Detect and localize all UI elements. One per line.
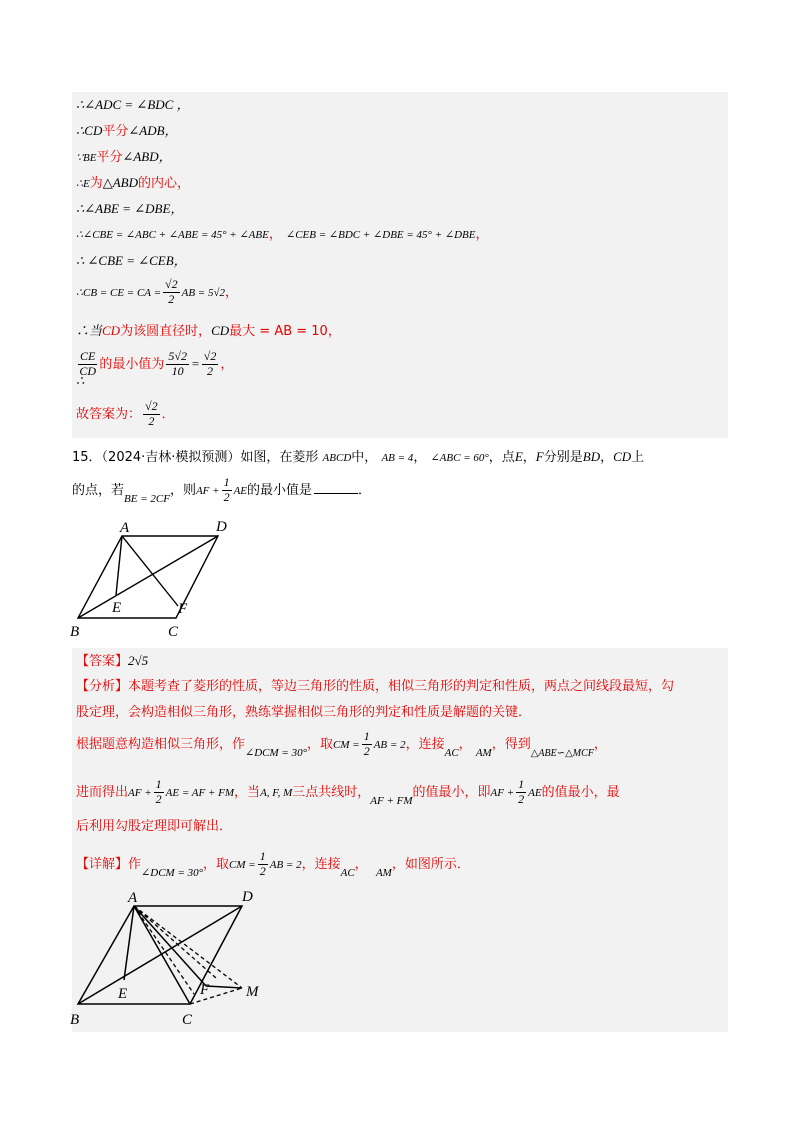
text: ，点	[488, 450, 515, 465]
label-d: D	[216, 519, 227, 535]
text: AB = 2	[269, 858, 302, 871]
fraction	[166, 350, 189, 379]
solution-line-7	[76, 254, 187, 267]
denominator: 2	[207, 363, 214, 378]
text: ，	[225, 284, 239, 300]
text: ∠DCM = 30°	[245, 746, 307, 759]
text: ∴∠ABE = ∠DBE，	[76, 201, 184, 216]
text: 分别是	[543, 450, 583, 465]
text: 根据题意构造相似三角形，作	[76, 736, 246, 752]
label-a: A	[128, 890, 138, 906]
text: ，	[600, 450, 614, 465]
text: AF +	[195, 484, 220, 497]
fraction	[516, 778, 526, 807]
text: ∴E	[76, 178, 90, 190]
label-e: E	[118, 986, 128, 1002]
text: AF +	[128, 786, 152, 799]
text: ．	[358, 482, 372, 498]
text: CD	[211, 323, 230, 338]
text: AE	[233, 484, 248, 497]
segment-ac	[134, 906, 190, 1004]
text: E	[514, 449, 523, 464]
text: 股定理，会构造相似三角形，熟练掌握相似三角形的判定和性质是解题的关键．	[76, 705, 532, 720]
fraction	[154, 778, 164, 807]
text: AF +	[490, 786, 515, 799]
text: ，得到	[491, 736, 531, 752]
text: 的值最小，最	[541, 784, 620, 800]
text: AE	[528, 786, 542, 799]
text: 平分	[96, 150, 123, 165]
numerator: 1	[518, 777, 525, 791]
label-e: E	[112, 600, 122, 616]
label-a: A	[120, 520, 130, 536]
text: ，	[593, 736, 607, 752]
dashed-am	[134, 906, 242, 988]
text: ，	[268, 227, 282, 242]
fraction	[163, 278, 180, 307]
text: CM =	[333, 738, 360, 751]
text: ，取	[203, 856, 230, 872]
numerator: √2	[145, 399, 158, 413]
text: ∴ ∠CBE = ∠CEB，	[76, 253, 187, 268]
solution-line-1	[76, 98, 190, 111]
text: AB = 2	[373, 738, 406, 751]
denominator: CD	[79, 363, 96, 378]
label-f: F	[200, 982, 210, 998]
text: ∴CB = CE = CA =	[76, 286, 161, 299]
denominator: 2	[518, 791, 525, 806]
solution-line-2	[76, 124, 178, 138]
text: 的点，若	[72, 482, 125, 498]
denominator: 2	[223, 489, 230, 504]
text: ∴∠ADC = ∠BDC ，	[76, 97, 190, 112]
text: ∴CD	[76, 123, 103, 138]
question-line-1	[72, 446, 644, 465]
text: 的最小值是	[247, 482, 313, 498]
text: ，	[413, 450, 427, 465]
numerator: 1	[223, 475, 230, 489]
text: ∴	[76, 373, 85, 388]
solution-line-3	[76, 150, 172, 164]
text: AM	[375, 866, 392, 879]
text: 的内心，	[138, 176, 191, 191]
label-b: B	[70, 624, 80, 640]
text: 三点共线时，	[292, 784, 371, 800]
analysis-line-1	[76, 680, 674, 693]
analysis-line-3	[76, 730, 607, 759]
text: ∴∠CBE = ∠ABC + ∠ABE = 45° + ∠ABE	[76, 229, 269, 241]
text: AB = 5√2	[181, 286, 225, 299]
text: CD	[613, 449, 632, 464]
label-d: D	[242, 889, 253, 905]
label-f: F	[178, 601, 188, 617]
solution-line-10-therefore	[76, 374, 84, 387]
question-line-2	[72, 476, 371, 505]
text: ，取	[307, 736, 334, 752]
answer-line	[76, 654, 148, 668]
text: =	[190, 355, 200, 371]
answer-blank[interactable]	[314, 493, 358, 494]
fraction	[202, 350, 219, 379]
numerator: 1	[155, 777, 162, 791]
analysis-line-2	[76, 706, 531, 719]
numerator: √2	[203, 349, 217, 363]
text: ，	[522, 450, 536, 465]
text: AM	[475, 746, 492, 759]
numerator: 1	[363, 729, 370, 743]
label-c: C	[182, 1012, 193, 1028]
segment-af	[122, 536, 178, 606]
text: 2√5	[128, 653, 149, 668]
denominator: 2	[259, 863, 266, 878]
text: 上	[631, 450, 645, 465]
detail-line	[76, 850, 470, 879]
text: 【分析】	[76, 679, 129, 694]
text: A, F, M	[260, 786, 293, 799]
text: 本题考查了菱形的性质，等边三角形的性质，相似三角形的判定和性质，两点之间线段最短，勾	[128, 679, 675, 694]
solution-line-9	[76, 324, 341, 338]
text: 故答案为：	[76, 406, 142, 422]
solution-line-5	[76, 202, 183, 215]
text: ∠ADB，	[128, 123, 178, 138]
segment-ae	[124, 906, 134, 980]
fraction	[143, 400, 160, 429]
solution-line-4	[76, 176, 190, 190]
text: 中，	[351, 450, 378, 465]
text: F	[535, 449, 544, 464]
text: △ABE∽△MCF	[530, 747, 594, 759]
numerator: 1	[259, 849, 266, 863]
solution-line-11	[76, 400, 175, 429]
text: 进而得出	[76, 784, 129, 800]
label-c: C	[168, 624, 179, 640]
text: △ABD	[102, 175, 139, 190]
text: ∠ABC = 60°	[430, 452, 489, 464]
label-m: M	[246, 984, 259, 1000]
text: AC	[340, 866, 355, 879]
denominator: 10	[171, 363, 184, 378]
text: ，	[458, 736, 472, 752]
text: 后利用勾股定理即可解出．	[76, 819, 233, 834]
text: ∠CEB = ∠BDC + ∠DBE = 45° + ∠DBE	[285, 229, 476, 241]
numerator: √2	[165, 277, 178, 291]
denominator: 2	[168, 291, 175, 306]
text: ．	[161, 406, 175, 422]
segment-af	[134, 906, 206, 986]
text: 为该圆直径时，	[120, 324, 212, 339]
text: CD	[102, 323, 121, 338]
label-b: B	[70, 1012, 80, 1028]
text: AC	[444, 746, 459, 759]
text: BD	[582, 449, 601, 464]
analysis-line-4	[76, 778, 620, 807]
text: ，连接	[405, 736, 445, 752]
text: ∴当	[76, 323, 103, 338]
text: AF + FM	[370, 794, 413, 807]
text: ，	[475, 227, 489, 242]
text: ∵BE	[76, 152, 97, 164]
solution-line-6	[76, 228, 489, 241]
text: AE = AF + FM	[165, 786, 235, 799]
fraction	[362, 730, 372, 759]
text: 作	[128, 856, 142, 872]
text: 最大 = AB = 10，	[229, 324, 341, 339]
fraction	[222, 476, 232, 505]
denominator: 2	[148, 413, 155, 428]
denominator: 2	[155, 791, 162, 806]
numerator: 5√2	[168, 349, 187, 363]
text: 的值最小，即	[412, 784, 491, 800]
text: ∠DCM = 30°	[141, 866, 204, 879]
text: CM =	[229, 858, 256, 871]
text: 【答案】	[76, 654, 129, 669]
text: ，	[354, 856, 368, 872]
text: AB = 4	[381, 452, 414, 464]
analysis-line-5	[76, 820, 232, 833]
text: 15．（2024·吉林·模拟预测）如图，在菱形	[72, 450, 319, 465]
segment-bd	[78, 906, 242, 1004]
rhombus-figure-1	[66, 516, 236, 642]
text: ，则	[169, 482, 196, 498]
rhombus-figure-2	[66, 884, 276, 1030]
numerator: CE	[80, 349, 96, 363]
text: ，如图所示．	[391, 856, 470, 872]
text: 【详解】	[76, 856, 129, 872]
denominator: 2	[363, 743, 370, 758]
text: 的最小值为	[99, 356, 165, 372]
text: ，	[220, 356, 234, 372]
text: ABCD	[322, 452, 352, 464]
text: ∠ABD，	[122, 149, 172, 164]
segment-fm	[206, 986, 242, 988]
dashed-line	[134, 906, 194, 994]
text: ，连接	[301, 856, 341, 872]
solution-line-8	[76, 278, 238, 307]
text: ，当	[234, 784, 261, 800]
fraction	[258, 850, 268, 879]
text: 为	[89, 176, 103, 191]
text: BE = 2CF	[124, 492, 170, 505]
solution-line-10	[76, 350, 233, 379]
text: 平分	[102, 124, 129, 139]
